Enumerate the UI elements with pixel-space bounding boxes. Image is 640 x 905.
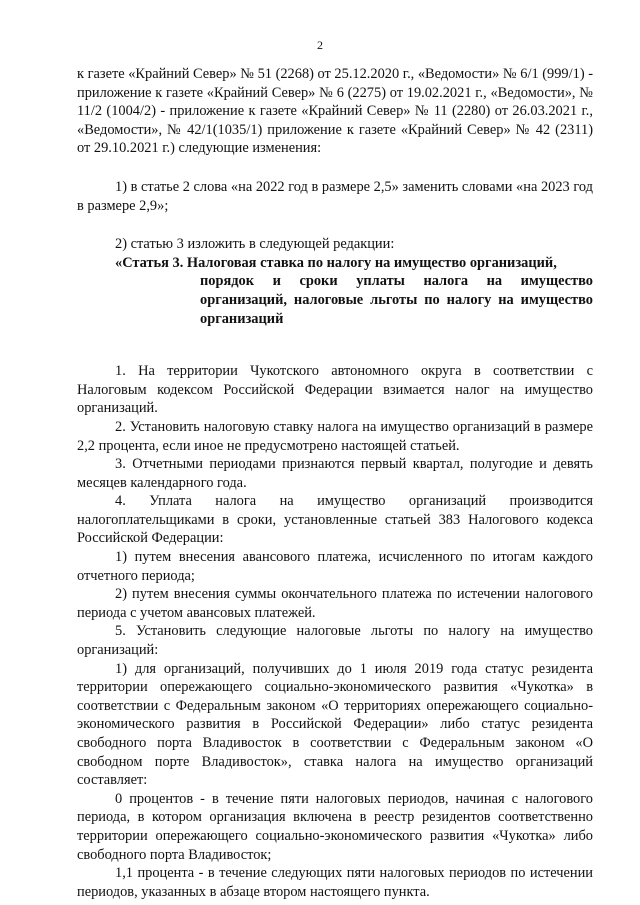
article-heading-continuation: порядок и сроки уплаты налога на имущество организаций, налоговые льготы по налогу на имущество организаций bbox=[200, 273, 593, 327]
page-number: 2 bbox=[317, 38, 323, 52]
change-item-1: 1) в статье 2 слова «на 2022 год в размере 2,5» заменить словами «на 2023 год в размере 2,9»; bbox=[77, 178, 593, 214]
document-body bbox=[77, 65, 593, 901]
article-paragraph: 1. На территории Чукотского автономного округа в соответствии с Налоговым кодексом Российской Федерации взимается налог на имущество организаций. bbox=[77, 363, 593, 417]
article-paragraph: 3. Отчетными периодами признаются первый квартал, полугодие и девять месяцев календарного года. bbox=[77, 456, 593, 491]
article-paragraph: 5. Установить следующие налоговые льготы по налогу на имущество организаций: bbox=[77, 623, 593, 659]
article-paragraph: 2. Установить налоговую ставку налога на имущество организаций в размере 2,2 процента, если иное не предусмотрено настоящей статьей. bbox=[77, 418, 593, 454]
article-paragraph: 1,1 процента - в течение следующих пяти налоговых периодов по истечении периодов, указанных в абзаце втором настоящего пункта. bbox=[77, 865, 593, 900]
article-paragraph: 2) путем внесения суммы окончательного платежа по истечении налогового периода с учетом авансовых платежей. bbox=[77, 586, 593, 621]
intro-paragraph: к газете «Крайний Север» № 51 (2268) от 25.12.2020 г., «Ведомости» № 6/1 (999/1) - приложение к газете «Крайний Север» № 6 (2275) от 19.02.2021 г., «Ведомости», № 11/2 (1004/2) - приложение к газете «Крайний Север» № 11 (2280) от 26.03.2021 г., «Ведомости», № 42/1(1035/1) приложение к газете «Крайний Север» № 42 (2311) от 29.10.2021 г.) следующие изменения: bbox=[77, 66, 593, 157]
article-paragraph: 0 процентов - в течение пяти налоговых периодов, начиная с налогового периода, в котором организация включена в реестр резидентов соответственно территории опережающего социально-экономического развития «Чукотка» либо свободного порта Владивосток; bbox=[77, 790, 593, 863]
article-paragraph: 1) для организаций, получивших до 1 июля 2019 года статус резидента территории опережающего социально-экономического развития «Чукотка» в соответствии с Федеральным законом «О территориях опережающего социально-экономического развития в Российской Федерации» либо статус резидента свободного порта Владивосток в соответствии с Федеральным законом «О свободном порте Владивосток», ставка налога на имущество организаций составляет: bbox=[77, 660, 593, 789]
change-item-2: 2) статью 3 изложить в следующей редакции: bbox=[115, 236, 395, 253]
article-heading-lead: «Статья 3. Налоговая ставка по налогу на имущество организаций, bbox=[115, 254, 557, 271]
article-paragraph: 4. Уплата налога на имущество организаций производится налогоплательщиками в сроки, установленные статьей 383 Налогового кодекса Российской Федерации: bbox=[77, 493, 593, 547]
article-3-heading bbox=[77, 254, 593, 328]
article-paragraph: 1) путем внесения авансового платежа, исчисленного по итогам каждого отчетного периода; bbox=[77, 549, 593, 584]
